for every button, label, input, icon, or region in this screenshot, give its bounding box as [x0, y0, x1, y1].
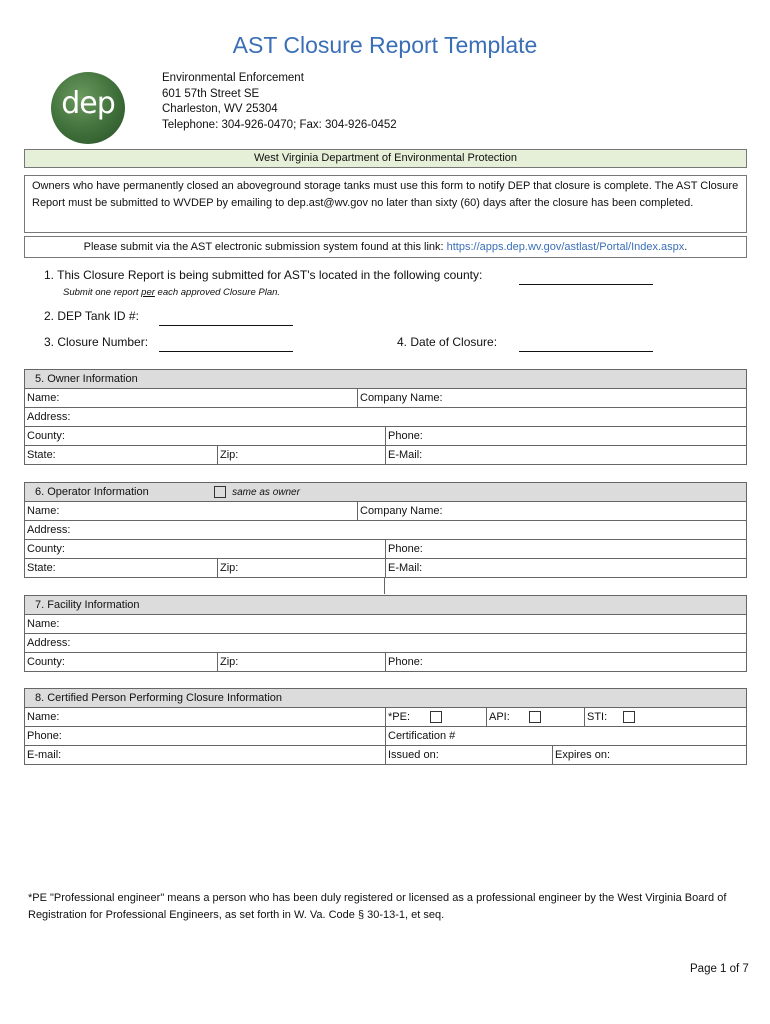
issued-on-field[interactable]: Issued on: — [385, 746, 552, 764]
operator-section — [24, 482, 747, 578]
sti-option — [584, 708, 746, 726]
sti-checkbox[interactable] — [623, 711, 635, 723]
table-row — [25, 746, 746, 764]
submit-text: Please submit via the AST electronic submission system found at this link: — [83, 241, 447, 253]
address-line: Environmental Enforcement — [162, 72, 304, 84]
owner-phone-field[interactable]: Phone: — [385, 427, 746, 445]
owner-zip-field[interactable]: Zip: — [217, 446, 385, 464]
api-option — [486, 708, 584, 726]
closure-date-field[interactable] — [519, 337, 653, 352]
table-row — [25, 446, 746, 464]
api-checkbox[interactable] — [529, 711, 541, 723]
q1-note — [63, 287, 280, 298]
same-as-owner-label: same as owner — [232, 487, 300, 498]
pe-option — [385, 708, 486, 726]
table-row — [25, 427, 746, 446]
certified-header: 8. Certified Person Performing Closure Information — [25, 689, 746, 708]
table-row — [25, 540, 746, 559]
q1-note-b: each approved Closure Plan. — [154, 287, 281, 298]
table-row — [25, 653, 746, 671]
q4-label: 4. Date of Closure: — [397, 335, 498, 349]
owner-company-field[interactable]: Company Name: — [357, 389, 746, 407]
owner-section — [24, 369, 747, 465]
dep-logo — [51, 72, 125, 144]
facility-address-field[interactable]: Address: — [27, 637, 71, 649]
owner-county-field[interactable]: County: — [27, 430, 65, 442]
notice-box: Owners who have permanently closed an aboveground storage tanks must use this form to notify DEP that closure is complete. The AST Closure Report must be submitted to WVDEP by emailing to dep.ast@wv.gov no later than sixty (60) days after the closure has been completed. — [24, 175, 747, 233]
certified-phone-field[interactable]: Phone: — [27, 730, 62, 742]
certified-email-field[interactable]: E-mail: — [27, 749, 62, 761]
table-row — [25, 389, 746, 408]
facility-section — [24, 595, 747, 672]
operator-state-field[interactable]: State: — [27, 562, 56, 574]
facility-zip-field[interactable]: Zip: — [217, 653, 385, 671]
operator-address-field[interactable]: Address: — [27, 524, 71, 536]
facility-phone-field[interactable]: Phone: — [385, 653, 746, 671]
table-row — [25, 559, 746, 577]
address-line: 601 57th Street SE — [162, 87, 260, 100]
document-title: AST Closure Report Template — [232, 32, 538, 58]
q1-label: 1. This Closure Report is being submitted for AST's located in the following county: — [44, 268, 483, 282]
table-row — [25, 408, 746, 427]
pe-label: *PE: — [388, 711, 411, 723]
facility-name-field[interactable]: Name: — [27, 618, 60, 630]
table-row — [25, 634, 746, 653]
divider — [384, 577, 385, 594]
portal-link[interactable]: https://apps.dep.wv.gov/astlast/Portal/Index.aspx — [446, 241, 685, 253]
address-line: Charleston, WV 25304 — [162, 103, 278, 115]
q1-note-per: per — [141, 287, 155, 298]
operator-name-field[interactable]: Name: — [27, 505, 60, 517]
facility-header: 7. Facility Information — [25, 596, 746, 615]
same-as-owner — [210, 483, 300, 502]
operator-header-label: 6. Operator Information — [35, 486, 149, 498]
q3-label: 3. Closure Number: — [44, 335, 149, 349]
page-number: Page 1 of 7 — [690, 963, 749, 975]
certified-name-field[interactable]: Name: — [27, 711, 60, 723]
expires-on-field[interactable]: Expires on: — [552, 746, 746, 764]
pe-footnote: *PE "Professional engineer" means a person who has been duly registered or licensed as a professional engineer by the West Virginia Board of Registration for Professional Engineers, as set forth in W. Va. Code § 30-13-1, et seq. — [28, 892, 727, 921]
logo-text: dep — [61, 86, 115, 121]
operator-email-field[interactable]: E-Mail: — [385, 559, 746, 577]
owner-address-field[interactable]: Address: — [27, 411, 71, 423]
owner-state-field[interactable]: State: — [27, 449, 56, 461]
api-label: API: — [489, 711, 510, 723]
operator-county-field[interactable]: County: — [27, 543, 65, 555]
operator-header — [25, 483, 746, 502]
operator-company-field[interactable]: Company Name: — [357, 502, 746, 520]
address-line: Telephone: 304-926-0470; Fax: 304-926-0452 — [162, 118, 397, 131]
q2-label: 2. DEP Tank ID #: — [44, 309, 139, 323]
certification-number-field[interactable]: Certification # — [385, 727, 746, 745]
tank-id-field[interactable] — [159, 311, 293, 326]
pe-checkbox[interactable] — [430, 711, 442, 723]
certified-section — [24, 688, 747, 765]
facility-county-field[interactable]: County: — [27, 656, 65, 668]
closure-number-field[interactable] — [159, 337, 293, 352]
table-row — [25, 615, 746, 634]
q1-note-a: Submit one report — [63, 287, 142, 298]
operator-zip-field[interactable]: Zip: — [217, 559, 385, 577]
owner-email-field[interactable]: E-Mail: — [385, 446, 746, 464]
sti-label: STI: — [587, 711, 608, 723]
operator-phone-field[interactable]: Phone: — [385, 540, 746, 558]
table-row — [25, 727, 746, 746]
owner-header: 5. Owner Information — [25, 370, 746, 389]
owner-name-field[interactable]: Name: — [27, 392, 60, 404]
submit-box — [24, 236, 747, 258]
table-row — [25, 502, 746, 521]
table-row — [25, 708, 746, 727]
submit-end: . — [684, 241, 688, 253]
same-as-owner-checkbox[interactable] — [214, 486, 226, 498]
table-row — [25, 521, 746, 540]
address-block — [162, 71, 397, 133]
agency-bar: West Virginia Department of Environmental Protection — [24, 149, 747, 168]
county-field[interactable] — [519, 270, 653, 285]
